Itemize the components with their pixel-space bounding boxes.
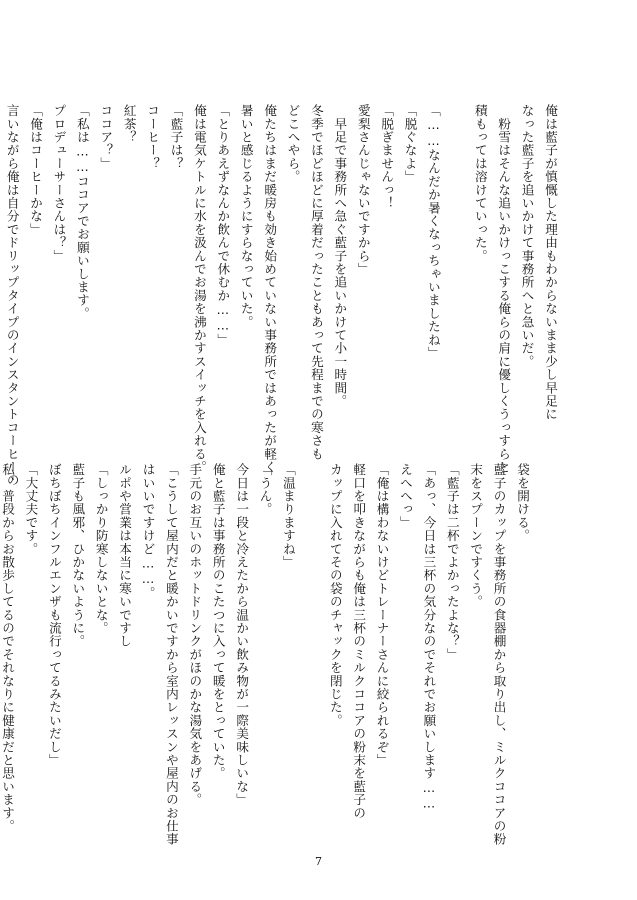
text-line: 積もっては溶けていった。 (472, 104, 488, 263)
text-line: はいいですけど……。 (140, 463, 156, 600)
text-line: 「脱ぐなよ」 (402, 104, 418, 184)
text-line: 「とりあえずなんか飲んで休むか……」 (215, 104, 231, 347)
text-line: 「藍子は二杯でよかったよな？」 (444, 463, 460, 661)
text-line (300, 463, 323, 793)
text-line: 「こうして屋内だと暖かいですから室内レッスンや屋内のお仕事 (163, 463, 179, 846)
text-line: 俺たちはまだ暖房も効き始めていない事務所ではあったが軽く (262, 104, 278, 474)
text-line: 「温まりますね」 (280, 463, 296, 569)
text-line: 「しっかり防寒しないとな。 (93, 463, 109, 635)
text-line: 愛梨さんじゃないですから」 (355, 104, 371, 276)
text-line: ココア？」 (98, 104, 114, 170)
text-line: 粉雪はそんな追いかけっこする俺らの肩に優しくうっすらと (496, 104, 512, 474)
text-line: 「あっ、今日は三杯の気分なのでそれでお願いします…… (421, 463, 437, 811)
text-line: 「……なんだか暑くなっちゃいましたね」 (425, 104, 441, 360)
text-line: 俺は電気ケトルに水を汲んでお湯を沸かすスイッチを入れる。 (191, 104, 207, 474)
text-line: 私、普段からお散歩してるのでそれなりに健康だと思います。 (0, 463, 16, 833)
text-line: 言いながら俺は自分でドリップタイプのインスタントコーヒーの (4, 104, 20, 487)
text-line: ぼちぼちインフルエンザも流行ってるみたいだし」 (46, 463, 62, 767)
text-line: 「俺はコーヒーかな」 (28, 104, 44, 236)
text-line: どこへやら。 (285, 104, 301, 184)
text-line: 紅茶？ (121, 104, 137, 144)
text-line: 藍子も風邪、ひかないように。 (70, 463, 86, 648)
text-line: 俺と藍子は事務所のこたつに入って暖をとっていた。 (210, 463, 226, 780)
text-line: 暑いと感じるようにすらなっていた。 (238, 104, 254, 329)
text-line: 冬季でほどほどに厚着だったこともあって先程までの寒さも (308, 104, 324, 461)
text-line: 「大丈夫です。 (23, 463, 39, 556)
text-line: 藍子のカップを事務所の食器棚から取り出し、ミルクココアの粉 (491, 463, 507, 846)
text-line: コーヒー？ (145, 104, 161, 170)
text-line: 「うん。 (257, 463, 273, 516)
text-line: 俺は藍子が慎慨した理由もわからないまま少し早足に (543, 104, 558, 421)
text-line: 手元のお互いのホットドリンクがほのかな湯気をあげる。 (187, 463, 203, 807)
text-line: プロデューサーさんは？」 (51, 104, 67, 263)
text-line: カップに入れてその袋のチャックを閉じた。 (327, 463, 343, 727)
text-column-block-top (4, 104, 562, 487)
text-line: 今日は一段と冷えたから温かい飲み物が一際美味しいな」 (234, 463, 250, 807)
text-line: ルポや営業は本当に寒いですし (117, 463, 133, 648)
text-line: えへへっ」 (397, 463, 413, 529)
text-line: 「脱ぎませんっ！ (379, 104, 395, 210)
text-column-block-bottom (0, 463, 534, 846)
text-line: 「私は……ココアでお願いします。 (74, 104, 90, 320)
text-line: 早足で事務所へ急ぐ藍子を追いかけて小一時間。 (332, 104, 348, 408)
text-line: 「俺は構わないけどトレーナーさんに絞られるぞ」 (374, 463, 390, 767)
page-number: 7 (315, 855, 322, 868)
text-line: なった藍子を追いかけて事務所へと急いだ。 (519, 104, 535, 368)
text-line: 「藍子は？ (168, 104, 184, 170)
text-line: 末をスプーンですくう。 (468, 463, 484, 609)
text-line: 袋を開ける。 (515, 463, 530, 543)
text-line (445, 104, 468, 434)
text-line: 軽口を叩きながらも俺は三杯のミルクココアの粉末を藍子の (351, 463, 367, 820)
